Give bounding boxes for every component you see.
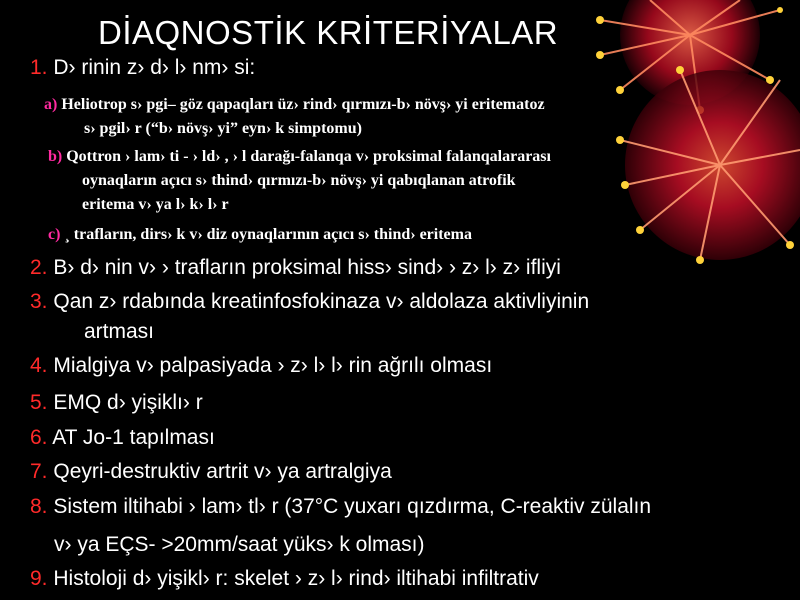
list-item [30,495,651,519]
item-number: 8. [30,495,48,518]
item-text: Mialgiya v› palpasiyada › z› l› l› rin ağrılı olması [53,354,493,377]
item-text: B› d› nin v› › trafların proksimal hiss› sind› › z› l› z› ifliyi [53,256,561,279]
item-text: D› rinin z› d› l› nm› si: [53,56,256,79]
item-number: 3. [30,290,48,313]
item-text: Sistem iltihabi › lam› tl› r (37°C yuxarı qızdırma, C-reaktiv zülalın [53,495,652,518]
item-text: AT Jo-1 tapılması [52,426,215,449]
flower-top-icon [596,0,783,114]
sub-item-continuation: eritema v› ya l› k› l› r [82,196,229,213]
item-number: 4. [30,354,48,377]
list-item [30,256,561,280]
item-number: 7. [30,460,48,483]
item-text: Qan z› rdabında kreatinfosfokinaza v› aldolaza aktivliyinin [53,290,590,313]
list-item [30,56,255,80]
item-text: Histoloji d› yişikl› r: skelet › z› l› rind› iltihabi infiltrativ [53,567,539,590]
sub-item [48,148,551,166]
flower-middle-icon [616,66,800,264]
item-text: EMQ d› yişiklı› r [53,391,203,414]
sub-item-letter: b) [48,148,63,165]
list-item [30,354,492,378]
item-text: Qeyri-destruktiv artrit v› ya artralgiya [53,460,392,483]
list-item [30,391,203,415]
item-number: 6. [30,426,48,449]
item-continuation: artması [84,320,155,343]
list-item [30,290,589,314]
item-number: 2. [30,256,48,279]
sub-item-text: Heliotrop s› pgi– göz qapaqları üz› rind› qırmızı-b› növş› yi eritematoz [61,96,545,113]
sub-item-text: Qottron › lam› ti - › ld› , › l darağı-falanqa v› proksimal falanqalararası [66,148,551,165]
list-item [30,567,539,591]
sub-item-text: ¸ trafların, dirs› k v› diz oynaqlarının açıcı s› thind› eritema [64,226,472,243]
item-number: 5. [30,391,48,414]
list-item [30,426,215,450]
sub-item-continuation: oynaqların açıcı s› thind› qırmızı-b› növş› yi qabıqlanan atrofik [82,172,516,189]
item-number: 1. [30,56,48,79]
sub-item-letter: a) [44,96,58,113]
page-title: DİAQNOSTİK KRİTERİYALAR [98,14,559,51]
sub-item-letter: c) [48,226,61,243]
sub-item-continuation: s› pgil› r (“b› növş› yi” eyn› k simptomu) [84,120,362,137]
sub-item [48,226,472,244]
item-continuation: v› ya EÇS- >20mm/saat yüks› k olması) [54,533,425,556]
item-number: 9. [30,567,48,590]
list-item [30,460,392,484]
sub-item [44,96,545,114]
